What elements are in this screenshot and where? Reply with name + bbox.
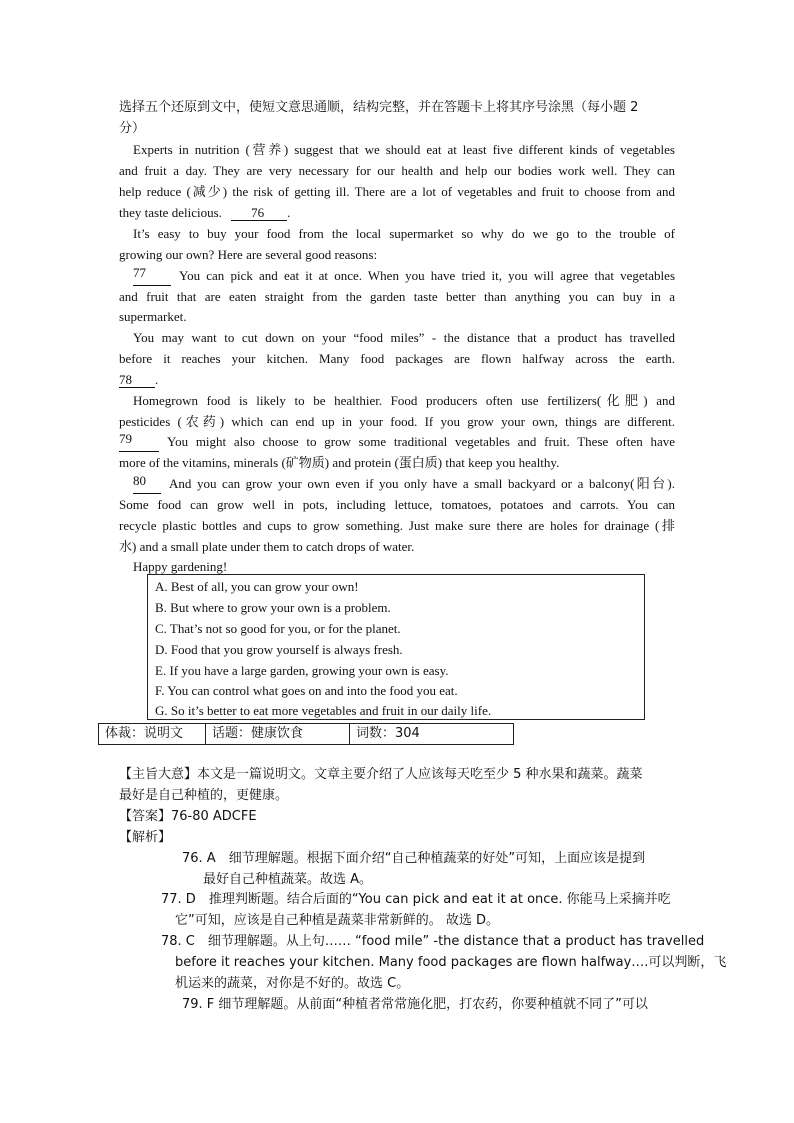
- paragraph-text: And you can grow your own even if you only have a small backyard or a balcony(阳台).: [169, 476, 675, 491]
- paragraph-line: Experts in nutrition (营养) suggest that we should eat at least five different kinds of vegetables: [133, 142, 675, 157]
- paragraph-line: help reduce (减少) the risk of getting ill. There are a lot of vegetables and fruit to choose from and: [119, 184, 675, 199]
- paragraph-line: [119, 369, 675, 390]
- option-g: G. So it’s better to eat more vegetables and fruit in our daily life.: [155, 703, 492, 718]
- paragraph-text: You can pick and eat it at once. When you have tried it, you will agree that vegetables: [179, 268, 675, 283]
- answer-blank-77: 77: [133, 265, 171, 286]
- paragraph-line: and fruit a day. They are very necessary for our health and help our bodies work well. They can: [119, 163, 675, 178]
- paragraph-line: 水) and a small plate under them to catch drops of water.: [119, 539, 415, 554]
- paragraph-line: and fruit that are eaten straight from the garden taste better than anything you can buy in a: [119, 289, 675, 304]
- word-count-cell: 词数：304: [356, 726, 420, 741]
- summary-line: 【主旨大意】本文是一篇说明文。文章主要介绍了人应该每天吃至少 5 种水果和蔬菜。蔬菜: [119, 767, 643, 782]
- answer-blank-79: 79: [119, 431, 159, 452]
- paragraph-line: pesticides (农药) which can end up in your food. If you grow your own, things are different.: [119, 414, 675, 429]
- analysis-76-line: 最好自己种植蔬菜。故选 A。: [203, 872, 373, 887]
- meta-table: [98, 723, 514, 745]
- analysis-77-line: 77. D 推理判断题。结合后面的“You can pick and eat it at once. 你能马上采摘并吃: [161, 892, 671, 907]
- analysis-78-line: 78. C 细节理解题。从上句…… “food mile” -the distance that a product has travelled: [161, 934, 705, 949]
- paragraph-line: recycle plastic bottles and cups to grow something. Just make sure there are holes for drainage (排: [119, 518, 675, 533]
- paragraph-line: supermarket.: [119, 309, 187, 324]
- option-e: E. If you have a large garden, growing your own is easy.: [155, 663, 449, 678]
- paragraph-text: they taste delicious.: [119, 205, 222, 220]
- paragraph-line: growing our own? Here are several good reasons:: [119, 247, 378, 262]
- paragraph-line: Happy gardening!: [133, 559, 228, 574]
- paragraph-line: Homegrown food is likely to be healthier. Food producers often use fertilizers(化肥) and: [133, 393, 675, 408]
- topic-cell: 话题：健康饮食: [206, 724, 350, 744]
- options-box: [147, 574, 645, 720]
- paragraph-line: [133, 473, 675, 494]
- paragraph-line: It’s easy to buy your food from the local supermarket so why do we go to the trouble of: [133, 226, 675, 241]
- answer-line: 【答案】76-80 ADCFE: [119, 809, 257, 824]
- answer-blank-80: 80: [133, 473, 161, 494]
- answer-blank-78: 78: [119, 372, 155, 388]
- analysis-77-line: 它”可知，应该是自己种植是蔬菜非常新鲜的。 故选 D。: [175, 913, 500, 928]
- paragraph-line: before it reaches your kitchen. Many food packages are flown halfway across the earth.: [119, 351, 675, 366]
- summary-line: 最好是自己种植的，更健康。: [119, 788, 289, 803]
- genre-cell: 体裁：说明文: [99, 724, 206, 744]
- instruction-line: 分）: [119, 121, 146, 136]
- analysis-76-line: 76. A 细节理解题。根据下面介绍“自己种植蔬菜的好处”可知，上面应该是提到: [182, 851, 646, 866]
- paragraph-text: .: [287, 205, 291, 220]
- paragraph-text: .: [155, 372, 159, 387]
- paragraph-line: You may want to cut down on your “food miles” - the distance that a product has travelled: [133, 330, 675, 345]
- option-c: C. That’s not so good for you, or for the planet.: [155, 621, 401, 636]
- analysis-heading: 【解析】: [119, 830, 172, 845]
- option-f: F. You can control what goes on and into the food you eat.: [155, 683, 458, 698]
- analysis-78-line: 机运来的蔬菜，对你是不好的。故选 C。: [175, 976, 410, 991]
- paragraph-line: [119, 431, 675, 452]
- instruction-line: 选择五个还原到文中，使短文意思通顺，结构完整，并在答题卡上将其序号涂黑（每小题 2: [119, 100, 639, 115]
- paragraph-line: [119, 202, 675, 223]
- analysis-78-line: before it reaches your kitchen. Many food packages are flown halfway….可以判断，飞: [175, 955, 727, 970]
- analysis-79-line: 79. F 细节理解题。从前面“种植者常常施化肥，打农药，你要种植就不同了”可以: [182, 997, 648, 1012]
- option-d: D. Food that you grow yourself is always fresh.: [155, 642, 403, 657]
- paragraph-text: You might also choose to grow some traditional vegetables and fruit. These often have: [167, 434, 675, 449]
- option-b: B. But where to grow your own is a problem.: [155, 600, 391, 615]
- paragraph-line: Some food can grow well in pots, including lettuce, tomatoes, potatoes and carrots. You can: [119, 497, 675, 512]
- answer-blank-76: 76: [231, 205, 287, 221]
- paragraph-line: [133, 265, 675, 286]
- option-a: A. Best of all, you can grow your own!: [155, 579, 359, 594]
- paragraph-line: more of the vitamins, minerals (矿物质) and protein (蛋白质) that keep you healthy.: [119, 455, 560, 470]
